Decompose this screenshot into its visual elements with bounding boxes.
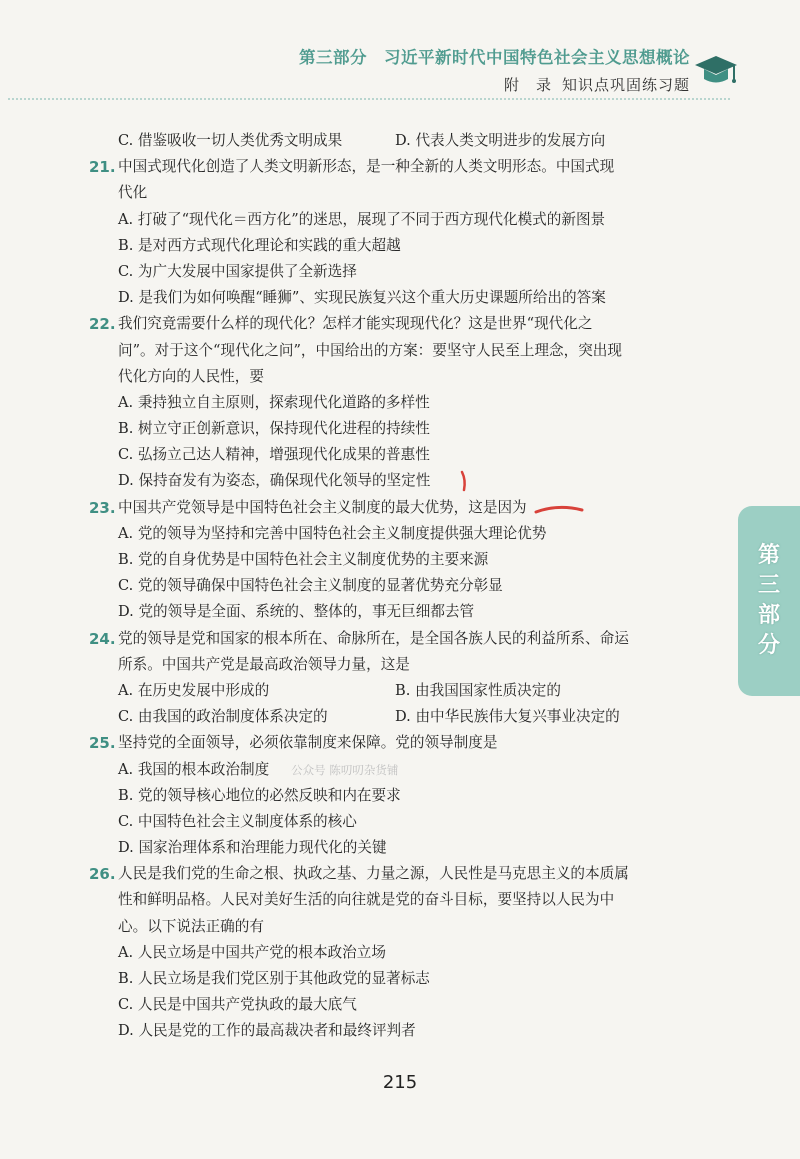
option-a: A. 秉持独立自主原则，探索现代化道路的多样性 [118,393,430,411]
option-a: A. 党的领导为坚持和完善中国特色社会主义制度提供强大理论优势 [118,524,547,542]
appendix-label: 附 录 [503,76,552,94]
section-title: 第三部分 习近平新时代中国特色社会主义思想概论 [299,48,690,67]
option-d: D. 党的领导是全面、系统的、整体的，事无巨细都去管 [118,603,475,621]
question-number: 22. [89,315,116,334]
option-c: C. 由我国的政治制度体系决定的 [118,708,328,726]
option-d: D. 保持奋发有为姿态，确保现代化领导的坚定性 [118,472,431,490]
question-stem-cont: 所系。中国共产党是最高政治领导力量，这是 [118,655,410,673]
watermark-text: 公众号 陈叨叨杂货铺 [291,762,399,777]
appendix-subtitle [504,74,690,95]
option-row [0,678,730,704]
option-a-row [0,757,730,783]
question-stem-cont: 代化方向的人民性，要 [118,367,264,385]
question-stem-cont: 问”。对于这个“现代化之问”，中国给出的方案：要坚守人民至上理念，突出现 [118,341,622,359]
page-number: 215 [382,1072,418,1093]
option-d: D. 国家治理体系和治理能力现代化的关键 [118,839,387,857]
option-c: C. 人民是中国共产党执政的最大底气 [118,996,357,1014]
question-stem: 22. 我们究竟需要什么样的现代化？怎样才能实现现代化？这是世界“现代化之 [0,311,730,337]
question-stem-cont: 心。以下说法正确的有 [118,917,264,935]
option-b: B. 人民立场是我们党区别于其他政党的显著标志 [118,970,430,987]
option-a: A. 打破了“现代化＝西方化”的迷思，展现了不同于西方现代化模式的新图景 [118,210,606,228]
question-stem-cont: 性和鲜明品格。人民对美好生活的向往就是党的奋斗目标，要坚持以人民为中 [118,891,615,909]
option-a: A. 我国的根本政治制度 [118,760,270,778]
question-stem: 24. 党的领导是党和国家的根本所在、命脉所在，是全国各族人民的利益所系、命运 [0,626,730,652]
graduation-cap-icon [694,54,738,90]
red-pen-mark-icon [458,468,588,528]
question-number: 25. [89,734,116,753]
section-side-tab [738,506,800,696]
option-c: C. 借鉴吸收一切人类优秀文明成果 [118,132,343,149]
option-d: D. 由中华民族伟大复兴事业决定的 [395,708,620,726]
option-c: C. 弘扬立己达人精神，增强现代化成果的普惠性 [118,446,430,464]
option-b: B. 由我国国家性质决定的 [395,681,561,699]
page-header [0,0,800,100]
question-stem: 25. 坚持党的全面领导，必须依靠制度来保障。党的领导制度是 [0,730,730,756]
option-b: B. 树立守正创新意识，保持现代化进程的持续性 [118,420,430,438]
option-b: B. 党的领导核心地位的必然反映和内在要求 [118,786,401,804]
question-number: 21. [89,158,116,177]
question-number: 24. [89,629,116,648]
option-a: A. 在历史发展中形成的 [118,681,270,699]
question-stem: 26. 人民是我们党的生命之根、执政之基、力量之源，人民性是马克思主义的本质属 [0,861,730,887]
question-stem: 23. 中国共产党领导是中国特色社会主义制度的最大优势，这是因为 [0,495,730,521]
option-a: A. 人民立场是中国共产党的根本政治立场 [118,943,386,961]
option-d: D. 代表人类文明进步的发展方向 [395,132,606,149]
option-b: B. 党的自身优势是中国特色社会主义制度优势的主要来源 [118,551,489,568]
option-d: D. 是我们为如何唤醒“睡狮”、实现民族复兴这个重大历史课题所给出的答案 [118,289,606,307]
option-row [0,128,730,154]
option-c: C. 党的领导确保中国特色社会主义制度的显著优势充分彰显 [118,577,503,595]
option-b: B. 是对西方式现代化理论和实践的重大超越 [118,236,401,254]
question-number: 23. [89,498,116,517]
option-row [0,704,730,730]
option-d: D. 人民是党的工作的最高裁决者和最终评判者 [118,1022,416,1040]
question-stem-cont: 代化 [118,184,148,202]
question-stem: 21. 中国式现代化创造了人类文明新形态，是一种全新的人类文明形态。中国式现 [0,154,730,180]
appendix-title: 知识点巩固练习题 [561,76,690,94]
question-list [0,128,730,1045]
option-c: C. 中国特色社会主义制度体系的核心 [118,812,357,830]
question-number: 26. [89,865,116,884]
side-tab-char: 部 [757,603,780,628]
option-c: C. 为广大发展中国家提供了全新选择 [118,262,357,280]
header-divider [8,98,730,100]
side-tab-char: 三 [757,573,780,598]
side-tab-char: 分 [757,633,780,658]
side-tab-char: 第 [757,543,780,568]
